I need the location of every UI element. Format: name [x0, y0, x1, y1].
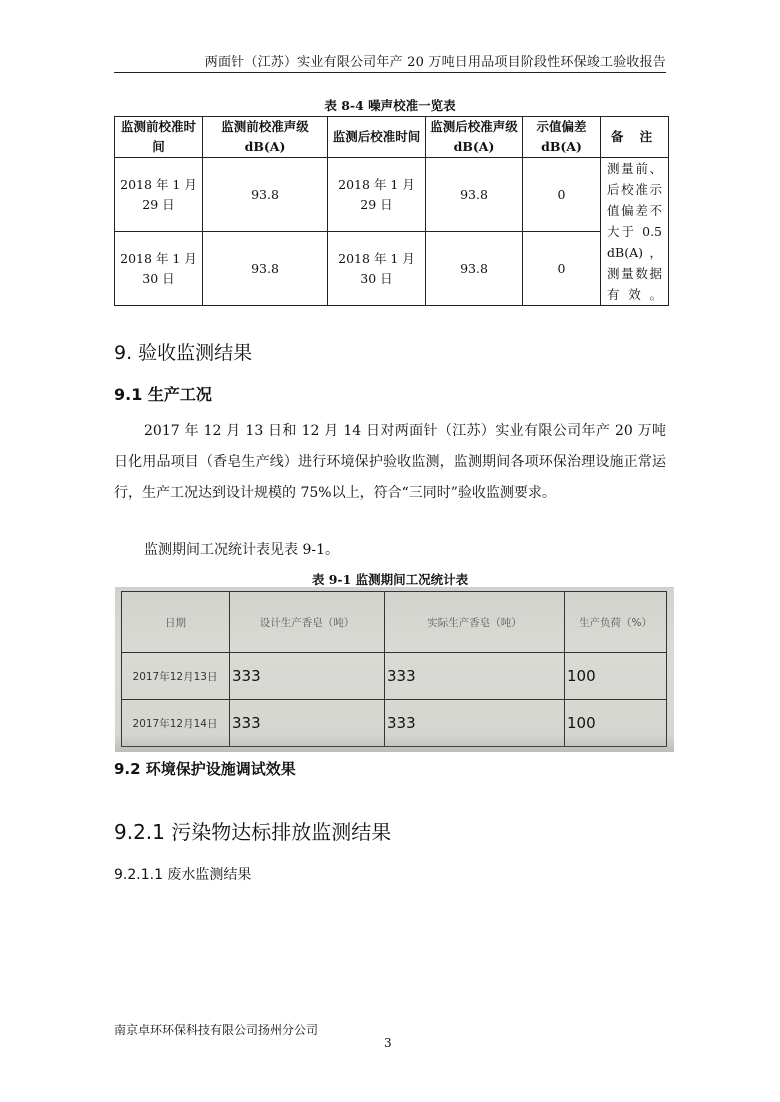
cell-actual: 333	[385, 653, 565, 700]
col-header-load: 生产负荷（%）	[565, 592, 667, 653]
cell-remark: 测量前、后校准示值偏差不大于 0.5 dB(A)，测量数据有效。	[601, 158, 669, 306]
footer-company: 南京卓环环保科技有限公司扬州分公司	[114, 1023, 319, 1037]
table-reference-text: 监测期间工况统计表见表 9-1。	[144, 542, 339, 558]
col-header-remark: 备 注	[601, 117, 669, 158]
cell-post-time: 2018 年 1 月 30 日	[328, 232, 426, 306]
cell-post-level: 93.8	[426, 158, 523, 232]
cell-date: 2017年12月14日	[122, 700, 230, 747]
cell-post-time: 2018 年 1 月 29 日	[328, 158, 426, 232]
noise-calibration-table	[114, 116, 669, 306]
col-header-actual: 实际生产香皂（吨）	[385, 592, 565, 653]
page-number: 3	[384, 1036, 392, 1050]
report-header-title: 两面针（江苏）实业有限公司年产 20 万吨日用品项目阶段性环保竣工验收报告	[204, 55, 666, 70]
table-header-row	[115, 117, 669, 158]
table-8-4-caption: 表 8-4 噪声校准一览表	[324, 98, 456, 113]
cell-pre-time: 2018 年 1 月 30 日	[115, 232, 203, 306]
cell-load: 100	[565, 700, 667, 747]
table-row	[115, 158, 669, 232]
section-9-2-1-heading: 9.2.1 污染物达标排放监测结果	[114, 820, 392, 844]
production-load-table	[121, 591, 667, 747]
production-conditions-paragraph: 2017 年 12 月 13 日和 12 月 14 日对两面针（江苏）实业有限公司年产 20 万吨日化用品项目（香皂生产线）进行环境保护验收监测，监测期间各项环保治理设施正常运行，生产工况达到设计规模的 75%以上，符合“三同时”验收监测要求。	[114, 423, 666, 501]
cell-pre-level: 93.8	[203, 158, 328, 232]
cell-date: 2017年12月13日	[122, 653, 230, 700]
scanned-table-photo	[115, 587, 674, 752]
cell-deviation: 0	[523, 232, 601, 306]
section-9-1-heading: 9.1 生产工况	[114, 385, 212, 404]
cell-pre-time: 2018 年 1 月 29 日	[115, 158, 203, 232]
col-header-post-time: 监测后校准时间	[328, 117, 426, 158]
cell-load: 100	[565, 653, 667, 700]
photo-shadow	[115, 734, 674, 752]
table-row	[115, 232, 669, 306]
section-9-heading: 9. 验收监测结果	[114, 342, 253, 364]
cell-post-level: 93.8	[426, 232, 523, 306]
col-header-pre-time: 监测前校准时间	[115, 117, 203, 158]
col-header-deviation: 示值偏差 dB(A)	[523, 117, 601, 158]
cell-pre-level: 93.8	[203, 232, 328, 306]
col-header-post-level: 监测后校准声级 dB(A)	[426, 117, 523, 158]
section-9-2-heading: 9.2 环境保护设施调试效果	[114, 760, 296, 778]
col-header-date: 日期	[122, 592, 230, 653]
col-header-pre-level: 监测前校准声级 dB(A)	[203, 117, 328, 158]
cell-deviation: 0	[523, 158, 601, 232]
section-9-2-1-1-heading: 9.2.1.1 废水监测结果	[114, 867, 252, 883]
header-rule	[114, 72, 666, 73]
col-header-designed: 设计生产香皂（吨）	[230, 592, 385, 653]
cell-actual: 333	[385, 700, 565, 747]
table-9-1-caption: 表 9-1 监测期间工况统计表	[311, 572, 469, 587]
table-row	[122, 653, 667, 700]
table-header-row	[122, 592, 667, 653]
cell-designed: 333	[230, 653, 385, 700]
cell-designed: 333	[230, 700, 385, 747]
